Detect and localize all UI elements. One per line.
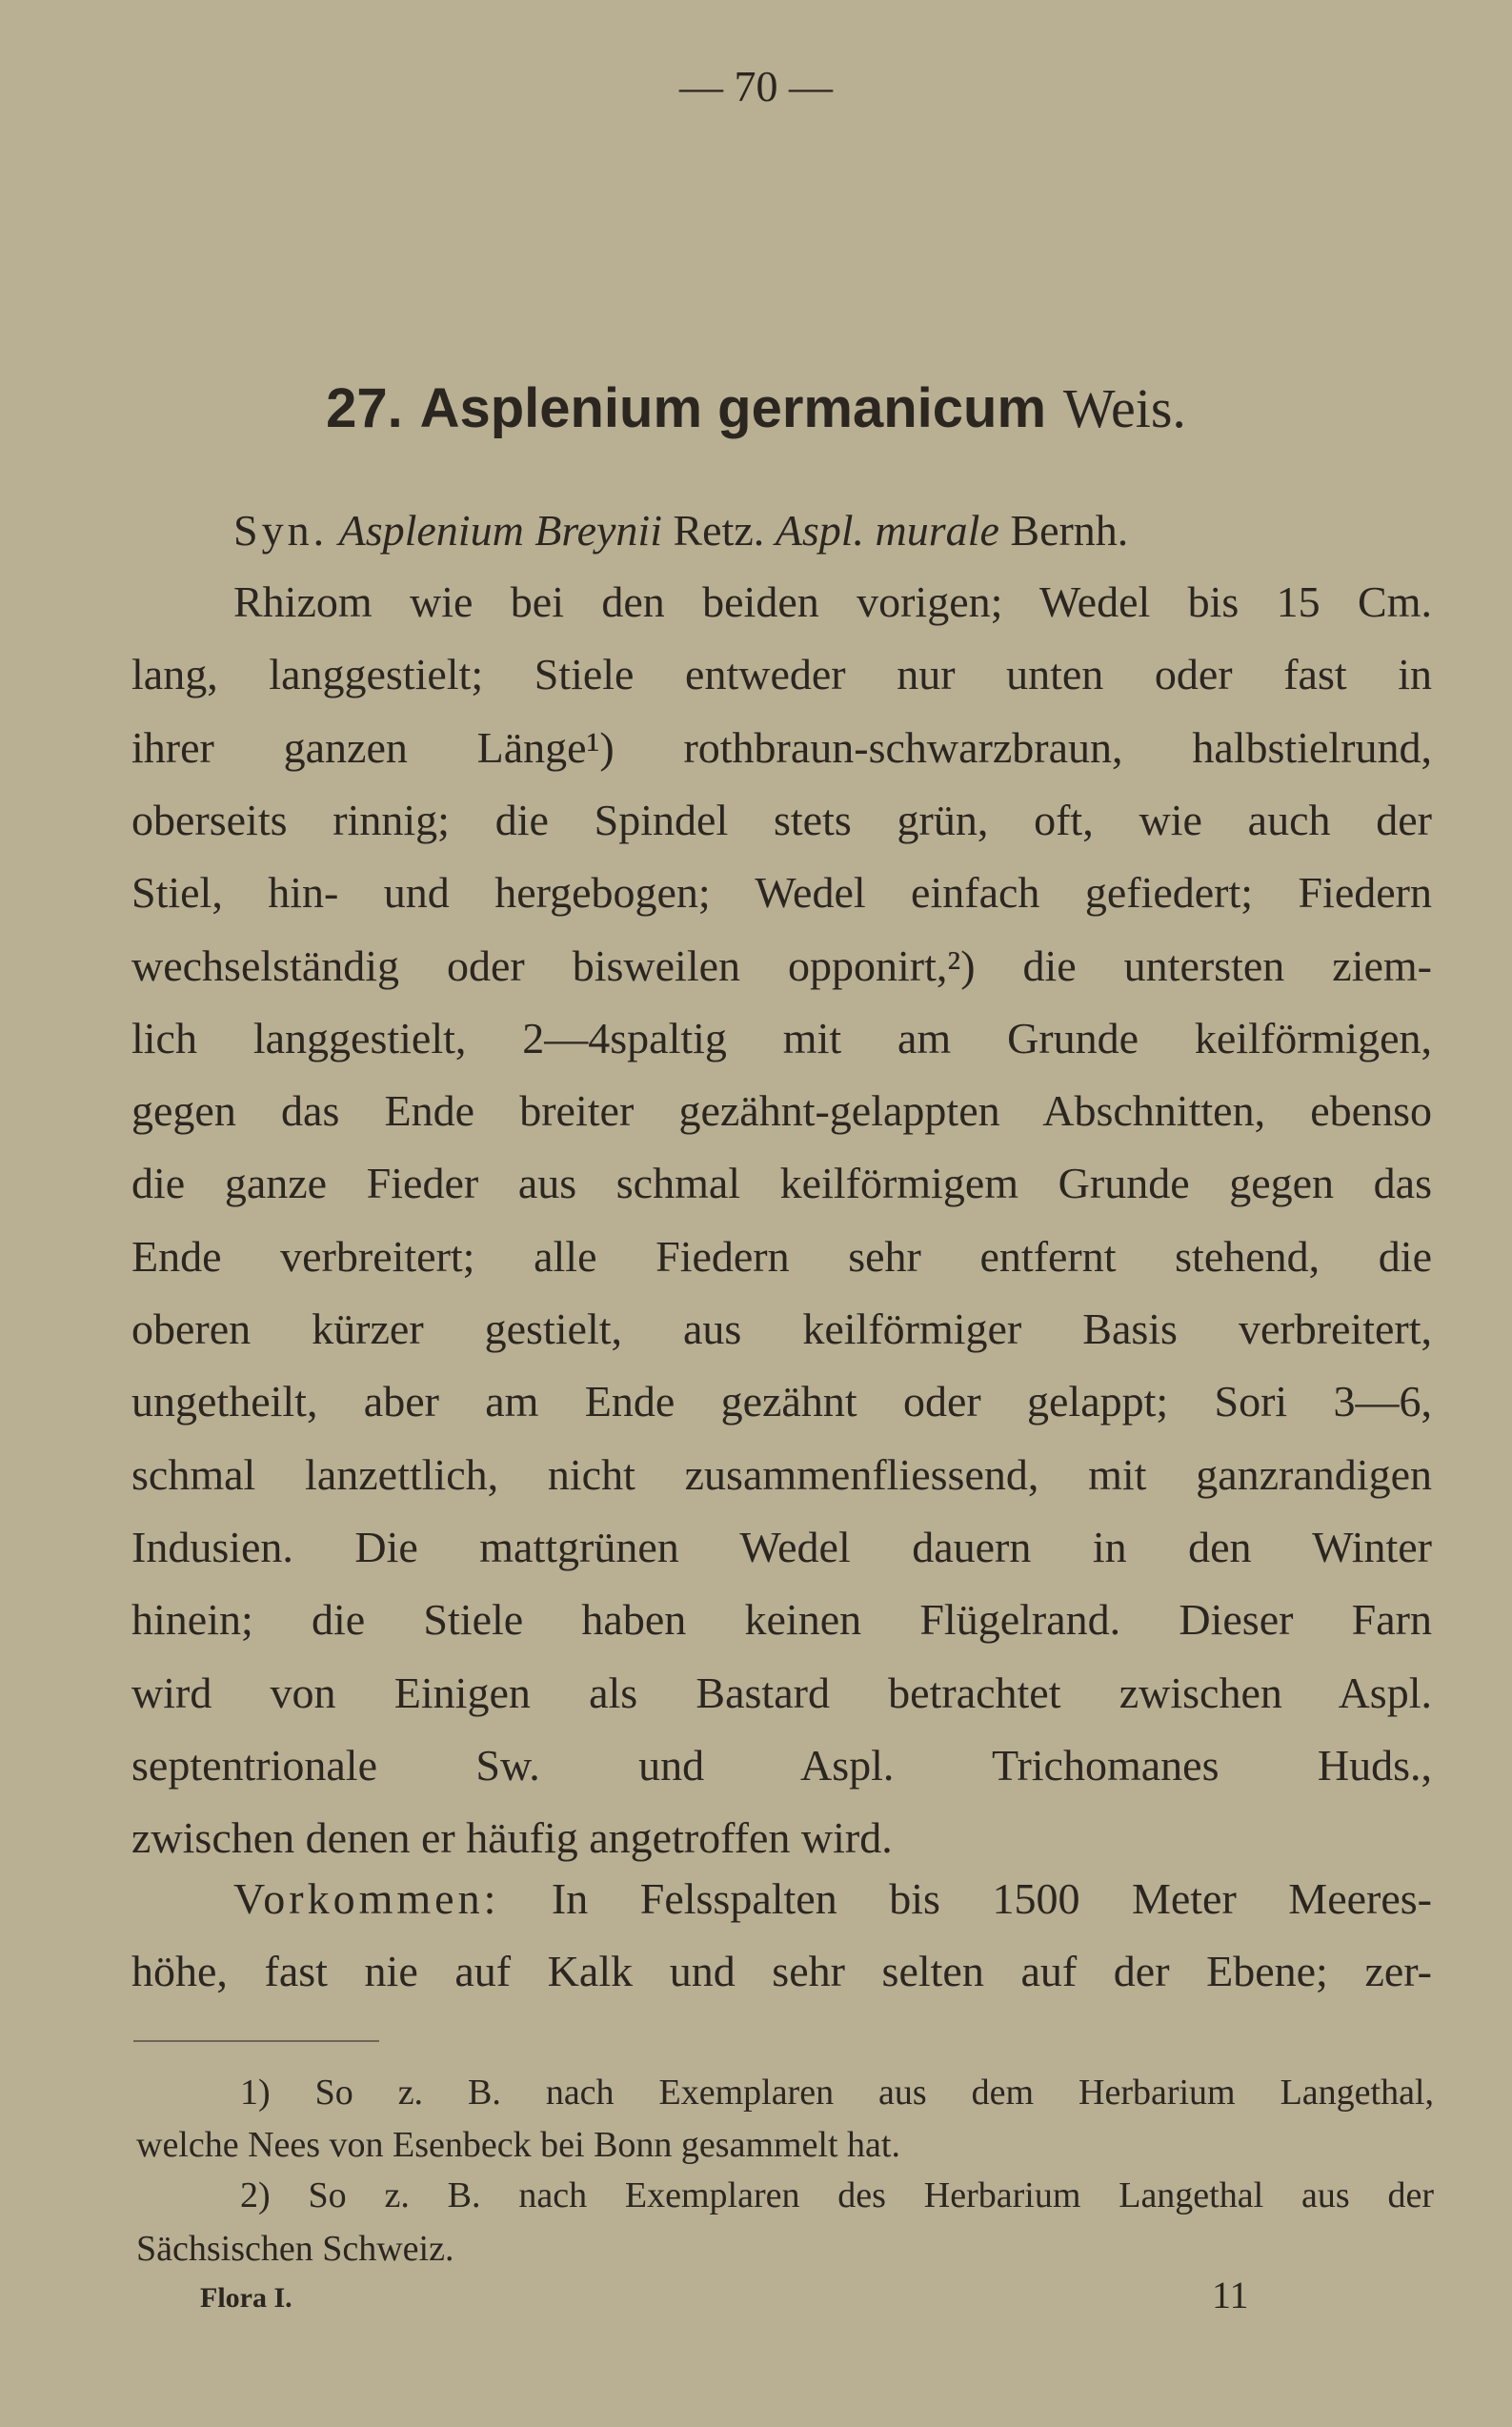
occurrence-line-2: höhe, fast nie auf Kalk und sehr selten auf der Ebene; zer- bbox=[131, 1947, 1432, 1995]
footnote-1-line-2: welche Nees von Esenbeck bei Bonn gesammelt hat. bbox=[136, 2125, 900, 2165]
description-line: schmal lanzettlich, nicht zusammenfliessend, mit ganzrandigen bbox=[131, 1449, 1432, 1499]
synonym-name-2: Aspl. murale bbox=[775, 506, 999, 555]
species-author: Weis. bbox=[1062, 377, 1186, 439]
page-number: — 70 — bbox=[679, 62, 833, 111]
description-line: oberen kürzer gestielt, aus keilförmiger Basis verbreitert, bbox=[131, 1305, 1432, 1353]
description-line: ihrer ganzen Länge¹) rothbraun-schwarzbraun, halbstielrund, bbox=[131, 722, 1432, 772]
occurrence-line-1 bbox=[233, 1871, 1432, 1927]
description-line: die ganze Fieder aus schmal keilförmigem Grunde gegen das bbox=[131, 1159, 1432, 1208]
occurrence-text-1: In Felsspalten bis 1500 Meter Meeres- bbox=[551, 1874, 1432, 1923]
description-line: Rhizom wie bei den beiden vorigen; Wedel bis 15 Cm. bbox=[233, 577, 1432, 626]
description-line: wird von Einigen als Bastard betrachtet zwischen Aspl. bbox=[131, 1668, 1432, 1717]
synonym-author-1: Retz. bbox=[673, 506, 765, 555]
signature-mark: Flora I. bbox=[200, 2282, 292, 2314]
description-line: gegen das Ende breiter gezähnt-gelappten Abschnitten, ebenso bbox=[131, 1086, 1432, 1136]
description-line: Stiel, hin- und hergebogen; Wedel einfach gefiedert; Fiedern bbox=[131, 868, 1432, 918]
occurrence-label: Vorkommen: bbox=[233, 1874, 500, 1923]
description-line: oberseits rinnig; die Spindel stets grün, oft, wie auch der bbox=[131, 795, 1432, 844]
description-line: wechselständig oder bisweilen opponirt,²) die untersten ziem- bbox=[131, 940, 1432, 990]
description-line: ungetheilt, aber am Ende gezähnt oder gelappt; Sori 3—6, bbox=[131, 1377, 1432, 1426]
synonym-author-2: Bernh. bbox=[1010, 506, 1129, 555]
synonym-line bbox=[233, 503, 1432, 558]
footnote-2-line-1: 2) So z. B. nach Exemplaren des Herbarium Langethal aus der bbox=[240, 2175, 1434, 2215]
synonym-label: Syn. bbox=[233, 506, 329, 555]
description-line: hinein; die Stiele haben keinen Flügelrand. Dieser Farn bbox=[131, 1595, 1432, 1645]
footnote-divider bbox=[133, 2040, 379, 2042]
footnote-2-line-2: Sächsischen Schweiz. bbox=[136, 2229, 454, 2269]
species-name: Asplenium germanicum bbox=[419, 377, 1047, 439]
description-line: Indusien. Die mattgrünen Wedel dauern in den Winter bbox=[131, 1522, 1432, 1571]
description-line: septentrionale Sw. und Aspl. Trichomanes Huds., bbox=[131, 1740, 1432, 1790]
description-line: lang, langgestielt; Stiele entweder nur unten oder fast in bbox=[131, 650, 1432, 699]
sheet-number: 11 bbox=[1212, 2274, 1249, 2316]
description-line: lich langgestielt, 2—4spaltig mit am Grunde keilförmigen, bbox=[131, 1013, 1432, 1062]
synonym-name-1: Asplenium Breynii bbox=[338, 506, 662, 555]
species-number: 27. bbox=[326, 377, 403, 439]
description-line: Ende verbreitert; alle Fiedern sehr entfernt stehend, die bbox=[131, 1231, 1432, 1281]
description-line: zwischen denen er häufig angetroffen wird. bbox=[131, 1813, 893, 1863]
footnote-1-line-1: 1) So z. B. nach Exemplaren aus dem Herbarium Langethal, bbox=[240, 2073, 1434, 2113]
species-heading bbox=[0, 376, 1512, 440]
